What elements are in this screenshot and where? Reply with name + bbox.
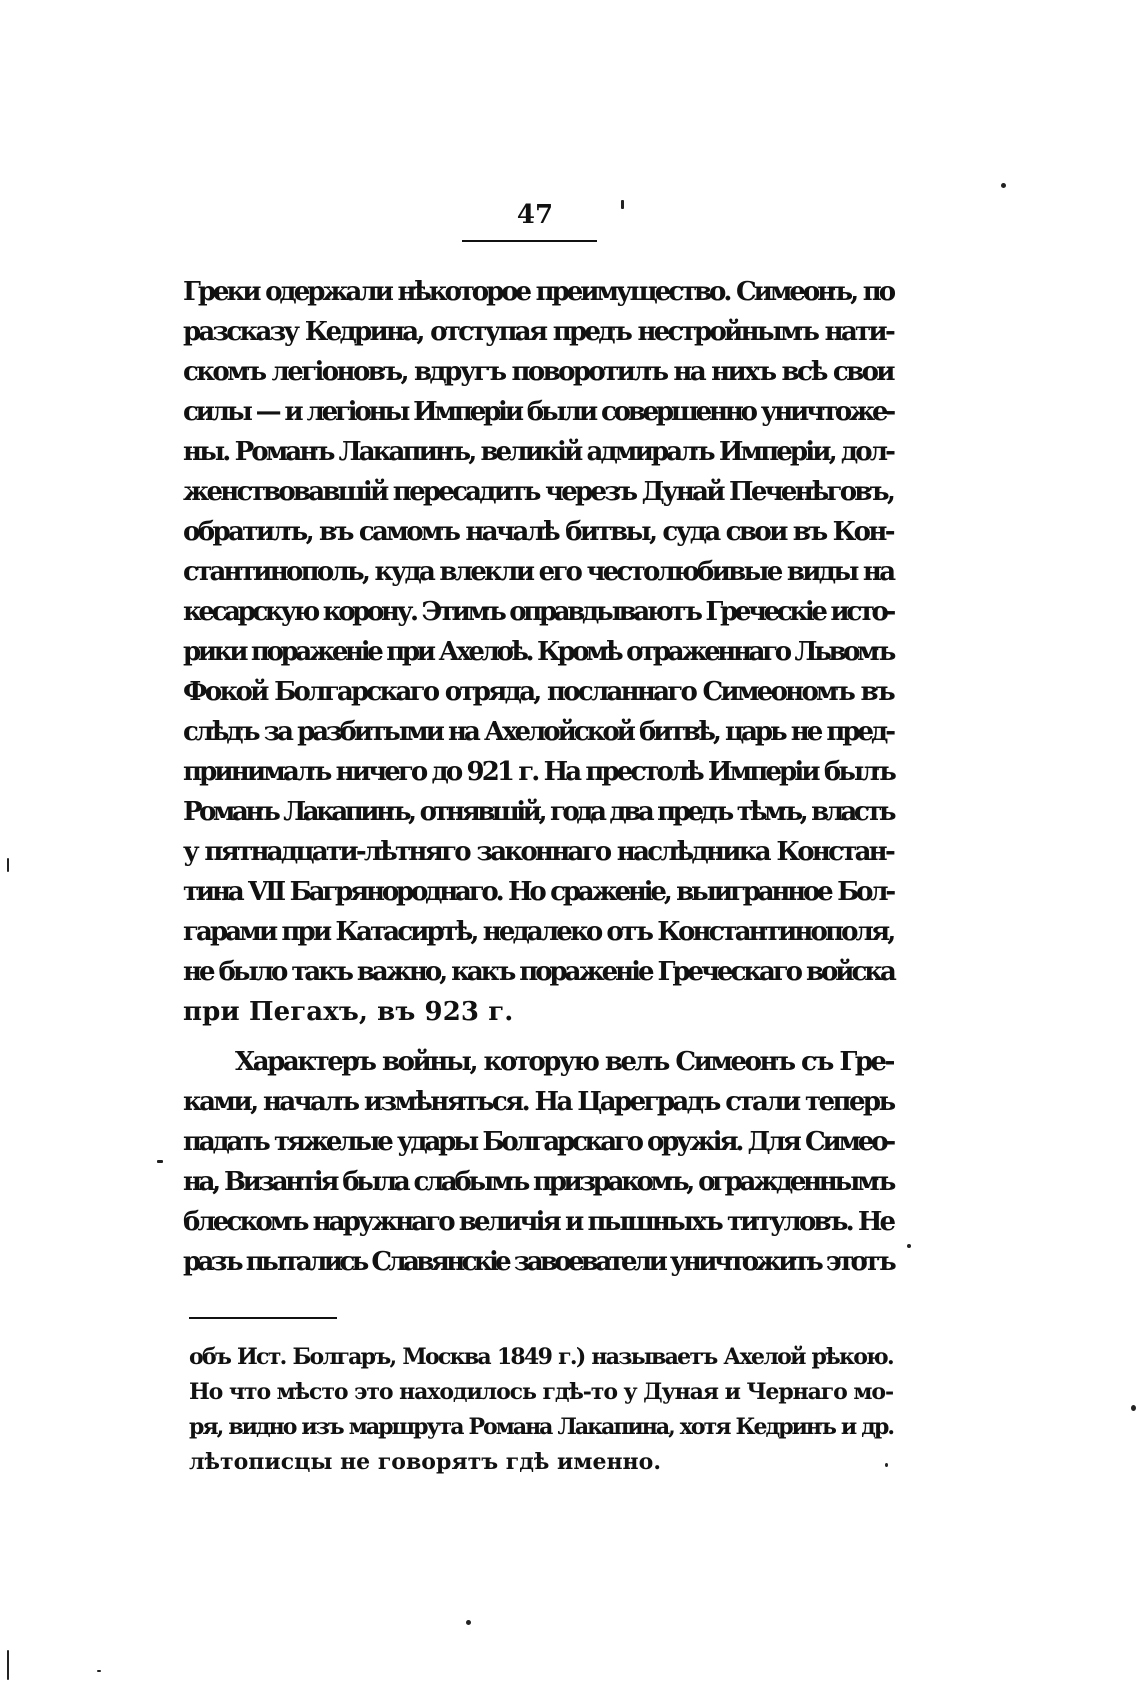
scan-speck	[97, 1670, 101, 1672]
footnote-line: Но что мѣсто это находилось гдѣ-то у Дуная и Чернаго мо-	[189, 1379, 893, 1405]
text-line: разсказу Кедрина, отступая предъ нестройнымъ нати-	[183, 317, 893, 347]
scan-speck	[157, 1160, 163, 1163]
footnote-rule	[189, 1317, 337, 1319]
footnote	[189, 1340, 893, 1480]
text-line: Греки одержали нѣкоторое преимущество. Симеонъ, по	[183, 277, 893, 307]
text-line: слѣдъ за разбитыми на Ахелойской битвѣ, царь не пред-	[183, 717, 893, 747]
text-line: на, Византія была слабымъ призракомъ, огражденнымъ	[183, 1167, 893, 1197]
scan-speck	[1131, 1405, 1136, 1411]
scan-speck	[7, 1650, 9, 1680]
scan-speck	[1001, 183, 1006, 188]
text-line: Характеръ войны, которую велъ Симеонъ съ Гре-	[235, 1047, 893, 1077]
text-line: принималъ ничего до 921 г. На престолѣ Имперіи былъ	[183, 757, 894, 787]
paragraph-2	[183, 1042, 893, 1282]
text-line: скомъ легіоновъ, вдругъ поворотилъ на нихъ всѣ свои	[183, 357, 893, 387]
text-line: падать тяжелые удары Болгарскаго оружія. Для Симео-	[183, 1127, 893, 1157]
text-line: не было такъ важно, какъ пораженіе Греческаго войска	[183, 957, 894, 987]
scan-speck	[621, 200, 624, 209]
scan-speck	[7, 858, 9, 872]
scan-speck	[466, 1620, 471, 1625]
text-line: блескомъ наружнаго величія и пышныхъ титуловъ. Не	[183, 1207, 894, 1237]
footnote-line: объ Ист. Болгаръ, Москва 1849 г.) называетъ Ахелой рѣкою.	[189, 1344, 893, 1370]
text-line: силы — и легіоны Имперіи были совершенно уничтоже-	[183, 397, 893, 427]
page-number: 47	[516, 200, 554, 230]
footnote-line: лѣтописцы не говорятъ гдѣ именно.	[189, 1449, 661, 1475]
text-line: ны. Романъ Лакапинъ, великій адмиралъ Имперіи, дол-	[183, 437, 894, 467]
scan-speck	[885, 1463, 888, 1467]
text-line: гарами при Катасиртѣ, недалеко отъ Константинополя,	[183, 917, 894, 947]
text-line: разъ пытались Славянскіе завоеватели уничтожить этотъ	[183, 1247, 893, 1277]
text-line: Фокой Болгарскаго отряда, посланнаго Симеономъ въ	[183, 677, 893, 707]
text-line: стантинополь, куда влекли его честолюбивые виды на	[183, 557, 894, 587]
text-line: обратилъ, въ самомъ началѣ битвы, суда свои въ Кон-	[183, 517, 893, 547]
main-text	[183, 272, 893, 1282]
text-line: тина VII Багрянороднаго. Но сраженіе, выигранное Бол-	[183, 877, 893, 907]
paragraph-gap	[183, 1032, 893, 1042]
scan-speck	[907, 1244, 911, 1248]
text-line: рики пораженіе при Ахелоѣ. Кромѣ отраженнаго Львомъ	[183, 637, 893, 667]
text-line: Романъ Лакапинъ, отнявшій, года два предъ тѣмъ, власть	[183, 797, 893, 827]
paragraph-1	[183, 272, 893, 1032]
page-number-rule	[462, 240, 597, 242]
text-line: ками, началъ измѣняться. На Цареградъ стали теперь	[183, 1087, 894, 1117]
text-line: у пятнадцати-лѣтняго законнаго наслѣдника Констан-	[183, 837, 893, 867]
text-line: кесарскую корону. Этимъ оправдываютъ Греческіе исто-	[183, 597, 893, 627]
text-line: при Пегахъ, въ 923 г.	[183, 997, 514, 1027]
text-line: женствовавшій пересадить черезъ Дунай Печенѣговъ,	[183, 477, 894, 507]
footnote-line: ря, видно изъ маршрута Романа Лакапина, хотя Кедринъ и др.	[189, 1414, 893, 1440]
